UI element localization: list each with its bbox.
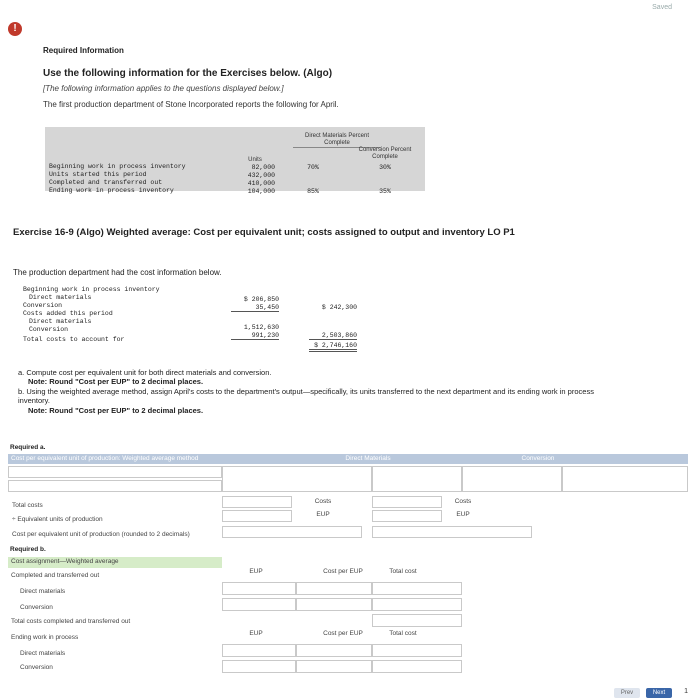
completed-dm-eup-input[interactable] [222,582,296,595]
row-ending-units: 104,000 [247,188,275,195]
row-started-label: Units started this period [49,171,147,178]
cost-per-eup-header-ending: Cost per EUP [323,630,363,637]
cost-add-total: 2,503,860 [309,332,357,340]
instruction-b: b. Using the weighted average method, assign April's costs to the department's output—specifically, its units transferred to the next department and its ending work in process inventory. [18,387,594,405]
completed-dm-label: Direct materials [20,588,66,595]
cost-total-label: Total costs to account for [23,336,125,343]
req-a-label: Required a. [10,444,46,451]
ending-conv-total-input[interactable] [372,660,462,673]
saved-status: Saved [652,4,672,11]
ending-wip-label: Ending work in process [11,634,79,641]
cost-add-dm: 1,512,630 [243,324,279,331]
cost-info-table [19,286,379,356]
completed-conv-eup-input[interactable] [222,598,296,611]
eup-label-conv: EUP [456,511,470,518]
completed-label: Completed and transferred out [11,572,100,579]
total-costs-label: Total costs [12,502,43,509]
cost-per-eu-label: Cost per equivalent unit of production (rounded to 2 decimals) [12,531,190,538]
row-completed-label: Completed and transferred out [49,179,163,186]
col-conv-header: Conversion Percent Complete [358,147,412,160]
cost-beg-conv: 35,450 [231,304,279,312]
answer-area [8,444,688,700]
required-info-intro: The first production department of Stone Incorporated reports the following for April. [43,100,339,109]
row-beg-dm: 70% [307,164,319,171]
ending-dm-label: Direct materials [20,650,66,657]
cost-per-eup-header-completed: Cost per EUP [323,568,363,575]
cost-beg-total: $ 242,300 [321,304,357,311]
costs-label-dm: Costs [314,498,332,505]
costs-label-conv: Costs [454,498,472,505]
eup-label-dm: EUP [316,511,330,518]
total-cost-header-ending: Total cost [389,630,417,637]
cost-add-conv: 991,230 [231,332,279,340]
cost-beg-label: Beginning work in process inventory [23,286,160,293]
row-ending-dm: 85% [307,188,319,195]
col-dm-header: Direct Materials Percent Complete [293,133,381,148]
ending-dm-total-input[interactable] [372,644,462,657]
req-a-dm-costs-cell [372,466,462,492]
alert-icon: ! [8,22,22,36]
required-info-note: [The following information applies to the questions displayed below.] [43,84,284,93]
cost-added-label: Costs added this period [23,310,113,317]
completed-dm-total-input[interactable] [372,582,462,595]
completed-conv-cost-input[interactable] [296,598,372,611]
req-a-conv-cell-empty [462,466,562,492]
exercise-title: Exercise 16-9 (Algo) Weighted average: Cost per equivalent unit; costs assigned to output and inventory LO P1 [13,227,515,238]
ending-conv-label: Conversion [20,664,53,671]
total-completed-input[interactable] [372,614,462,627]
ending-dm-eup-input[interactable] [222,644,296,657]
row-ending-conv: 35% [379,188,391,195]
required-info-subtitle: Use the following information for the Exercises below. (Algo) [43,68,333,79]
ending-dm-cost-input[interactable] [296,644,372,657]
cost-assign-title: Cost assignment—Weighted average [11,558,119,565]
next-button[interactable]: Next [646,688,672,698]
required-info-title: Required Information [43,46,124,55]
ending-conv-cost-input[interactable] [296,660,372,673]
conv-eup-input[interactable] [372,510,442,522]
col-conv-title: Conversion [521,455,555,462]
req-a-conv-costs-cell [562,466,688,492]
cost-grand-total: $ 2,746,160 [309,342,357,352]
instruction-b-note: Note: Round "Cost per EUP" to 2 decimal places. [28,406,204,415]
col-units-header: Units [248,157,262,163]
row-beg-label: Beginning work in process inventory [49,163,186,170]
production-info-table [45,127,425,195]
row-ending-label: Ending work in process inventory [49,187,174,194]
req-a-dm-cell-empty [222,466,372,492]
cost-conv2-label: Conversion [29,326,69,333]
page-indicator: 1 [684,688,688,695]
req-a-row2-label-input[interactable] [8,480,222,492]
instruction-a: a. Compute cost per equivalent unit for both direct materials and conversion. [18,368,272,377]
completed-conv-label: Conversion [20,604,53,611]
completed-conv-total-input[interactable] [372,598,462,611]
prev-button[interactable]: Prev [614,688,640,698]
row-started-units: 432,000 [247,172,275,179]
ending-conv-eup-input[interactable] [222,660,296,673]
eup-header-completed: EUP [249,568,263,575]
row-beg-conv: 30% [379,164,391,171]
dm-total-costs-input[interactable] [222,496,292,508]
req-b-label: Required b. [10,546,46,553]
conv-cost-per-eu-input[interactable] [372,526,532,538]
col-dm-title: Direct Materials [345,455,391,462]
dm-eup-input[interactable] [222,510,292,522]
cost-dm-label: Direct materials [29,294,92,301]
row-completed-units: 410,000 [247,180,275,187]
cost-dm2-label: Direct materials [29,318,92,325]
eup-header-ending: EUP [249,630,263,637]
req-a-header: Cost per equivalent unit of production: Weighted average method [11,455,199,462]
conv-total-costs-input[interactable] [372,496,442,508]
cost-conv-label: Conversion [23,302,63,309]
dm-cost-per-eu-input[interactable] [222,526,362,538]
cost-beg-dm: $ 206,850 [243,296,279,303]
eq-units-label: ÷ Equivalent units of production [12,516,103,523]
instruction-a-note: Note: Round "Cost per EUP" to 2 decimal places. [28,377,204,386]
req-a-row1-label-input[interactable] [8,466,222,478]
completed-dm-cost-input[interactable] [296,582,372,595]
total-completed-label: Total costs completed and transferred out [11,618,131,625]
exercise-intro: The production department had the cost information below. [13,268,222,277]
total-cost-header-completed: Total cost [389,568,417,575]
row-beg-units: 82,000 [251,164,275,171]
